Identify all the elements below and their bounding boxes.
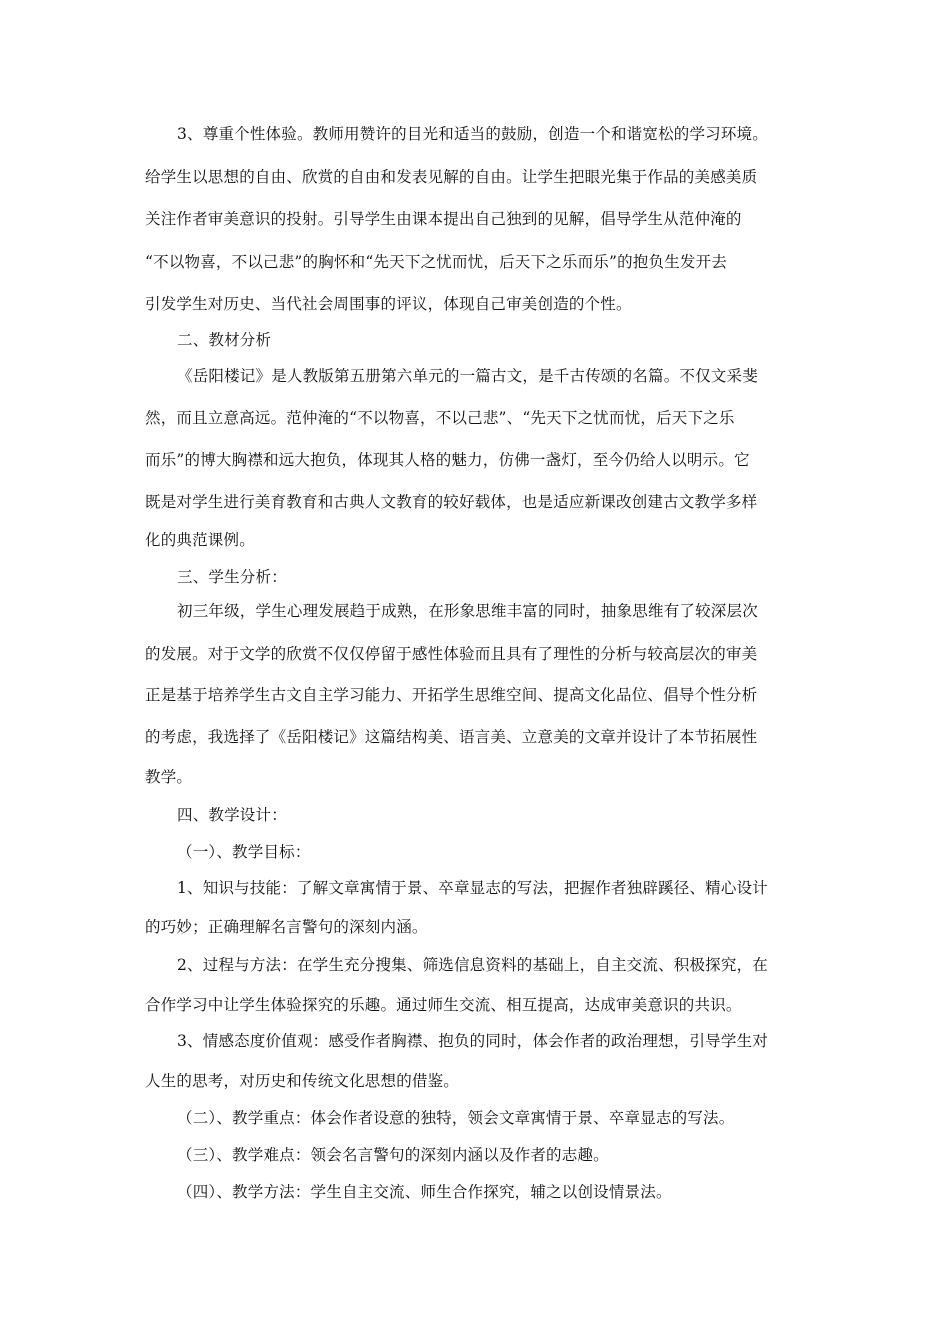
text-line: 的巧妙；正确理解名言警句的深刻内涵。 <box>145 918 428 936</box>
subheading-teaching-objectives: （一）、教学目标： <box>177 843 311 861</box>
text-line: 的发展。对于文学的欣赏不仅仅停留于感性体验而且具有了理性的分析与较高层次的审美 <box>145 645 758 663</box>
text-line: 引发学生对历史、当代社会周围事的评议，体现自己审美创造的个性。 <box>145 295 632 313</box>
text-line: “不以物喜，不以己悲”的胸怀和“先天下之忧而忧，后天下之乐而乐”的抱负生发开去 <box>145 253 727 271</box>
subheading-teaching-focus: （二）、教学重点：体会作者设意的独特，领会文章寓情于景、卒章显志的写法。 <box>177 1109 735 1127</box>
text-line: 既是对学生进行美育教育和古典人文教育的较好载体，也是适应新课改创建古文教学多样 <box>145 493 758 511</box>
text-line: 合作学习中让学生体验探究的乐趣。通过师生交流、相互提高，达成审美意识的共识。 <box>145 996 742 1014</box>
text-line: 的考虑，我选择了《岳阳楼记》这篇结构美、语言美、立意美的文章并设计了本节拓展性 <box>145 728 758 746</box>
subheading-teaching-difficulty: （三）、教学难点：领会名言警句的深刻内涵以及作者的志趣。 <box>177 1146 609 1164</box>
paragraph-textbook-analysis: 《岳阳楼记》是人教版第五册第六单元的一篇古文，是千古传颂的名篇。不仅文采斐 <box>177 367 758 385</box>
objective-emotion-attitude-values: 3、情感态度价值观：感受作者胸襟、抱负的同时，体会作者的政治理想，引导学生对 <box>177 1032 768 1050</box>
text-line: 给学生以思想的自由、欣赏的自由和发表见解的自由。让学生把眼光集于作品的美感美质 <box>145 168 758 186</box>
text-line: 然，而且立意高远。范仲淹的“不以物喜，不以己悲”、“先天下之忧而忧，后天下之乐 <box>145 409 735 427</box>
section-heading-student-analysis: 三、学生分析： <box>177 568 287 586</box>
text-line: 正是基于培养学生古文自主学习能力、开拓学生思维空间、提高文化品位、倡导个性分析 <box>145 686 758 704</box>
subheading-teaching-methods: （四）、教学方法：学生自主交流、师生合作探究，辅之以创设情景法。 <box>177 1183 672 1201</box>
text-line: 而乐”的博大胸襟和远大抱负，体现其人格的魅力，仿佛一盏灯，至今仍给人以明示。它 <box>145 451 750 469</box>
text-line: 人生的思考，对历史和传统文化思想的借鉴。 <box>145 1072 460 1090</box>
objective-process-methods: 2、过程与方法：在学生充分搜集、筛选信息资料的基础上，自主交流、积极探究，在 <box>177 956 768 974</box>
section-heading-teaching-design: 四、教学设计： <box>177 806 287 824</box>
text-line: 教学。 <box>145 768 193 786</box>
paragraph-student-analysis: 初三年级，学生心理发展趋于成熟，在形象思维丰富的同时，抽象思维有了较深层次 <box>177 602 758 620</box>
paragraph-respect-individual-experience: 3、尊重个性体验。教师用赞许的目光和适当的鼓励，创造一个和谐宽松的学习环境。 <box>177 125 768 143</box>
text-line: 关注作者审美意识的投射。引导学生由课本提出自己独到的见解，倡导学生从范仲淹的 <box>145 210 742 228</box>
section-heading-textbook-analysis: 二、教材分析 <box>177 331 272 349</box>
objective-knowledge-skills: 1、知识与技能：了解文章寓情于景、卒章显志的写法，把握作者独辟蹊径、精心设计 <box>177 879 768 897</box>
text-line: 化的典范课例。 <box>145 531 255 549</box>
